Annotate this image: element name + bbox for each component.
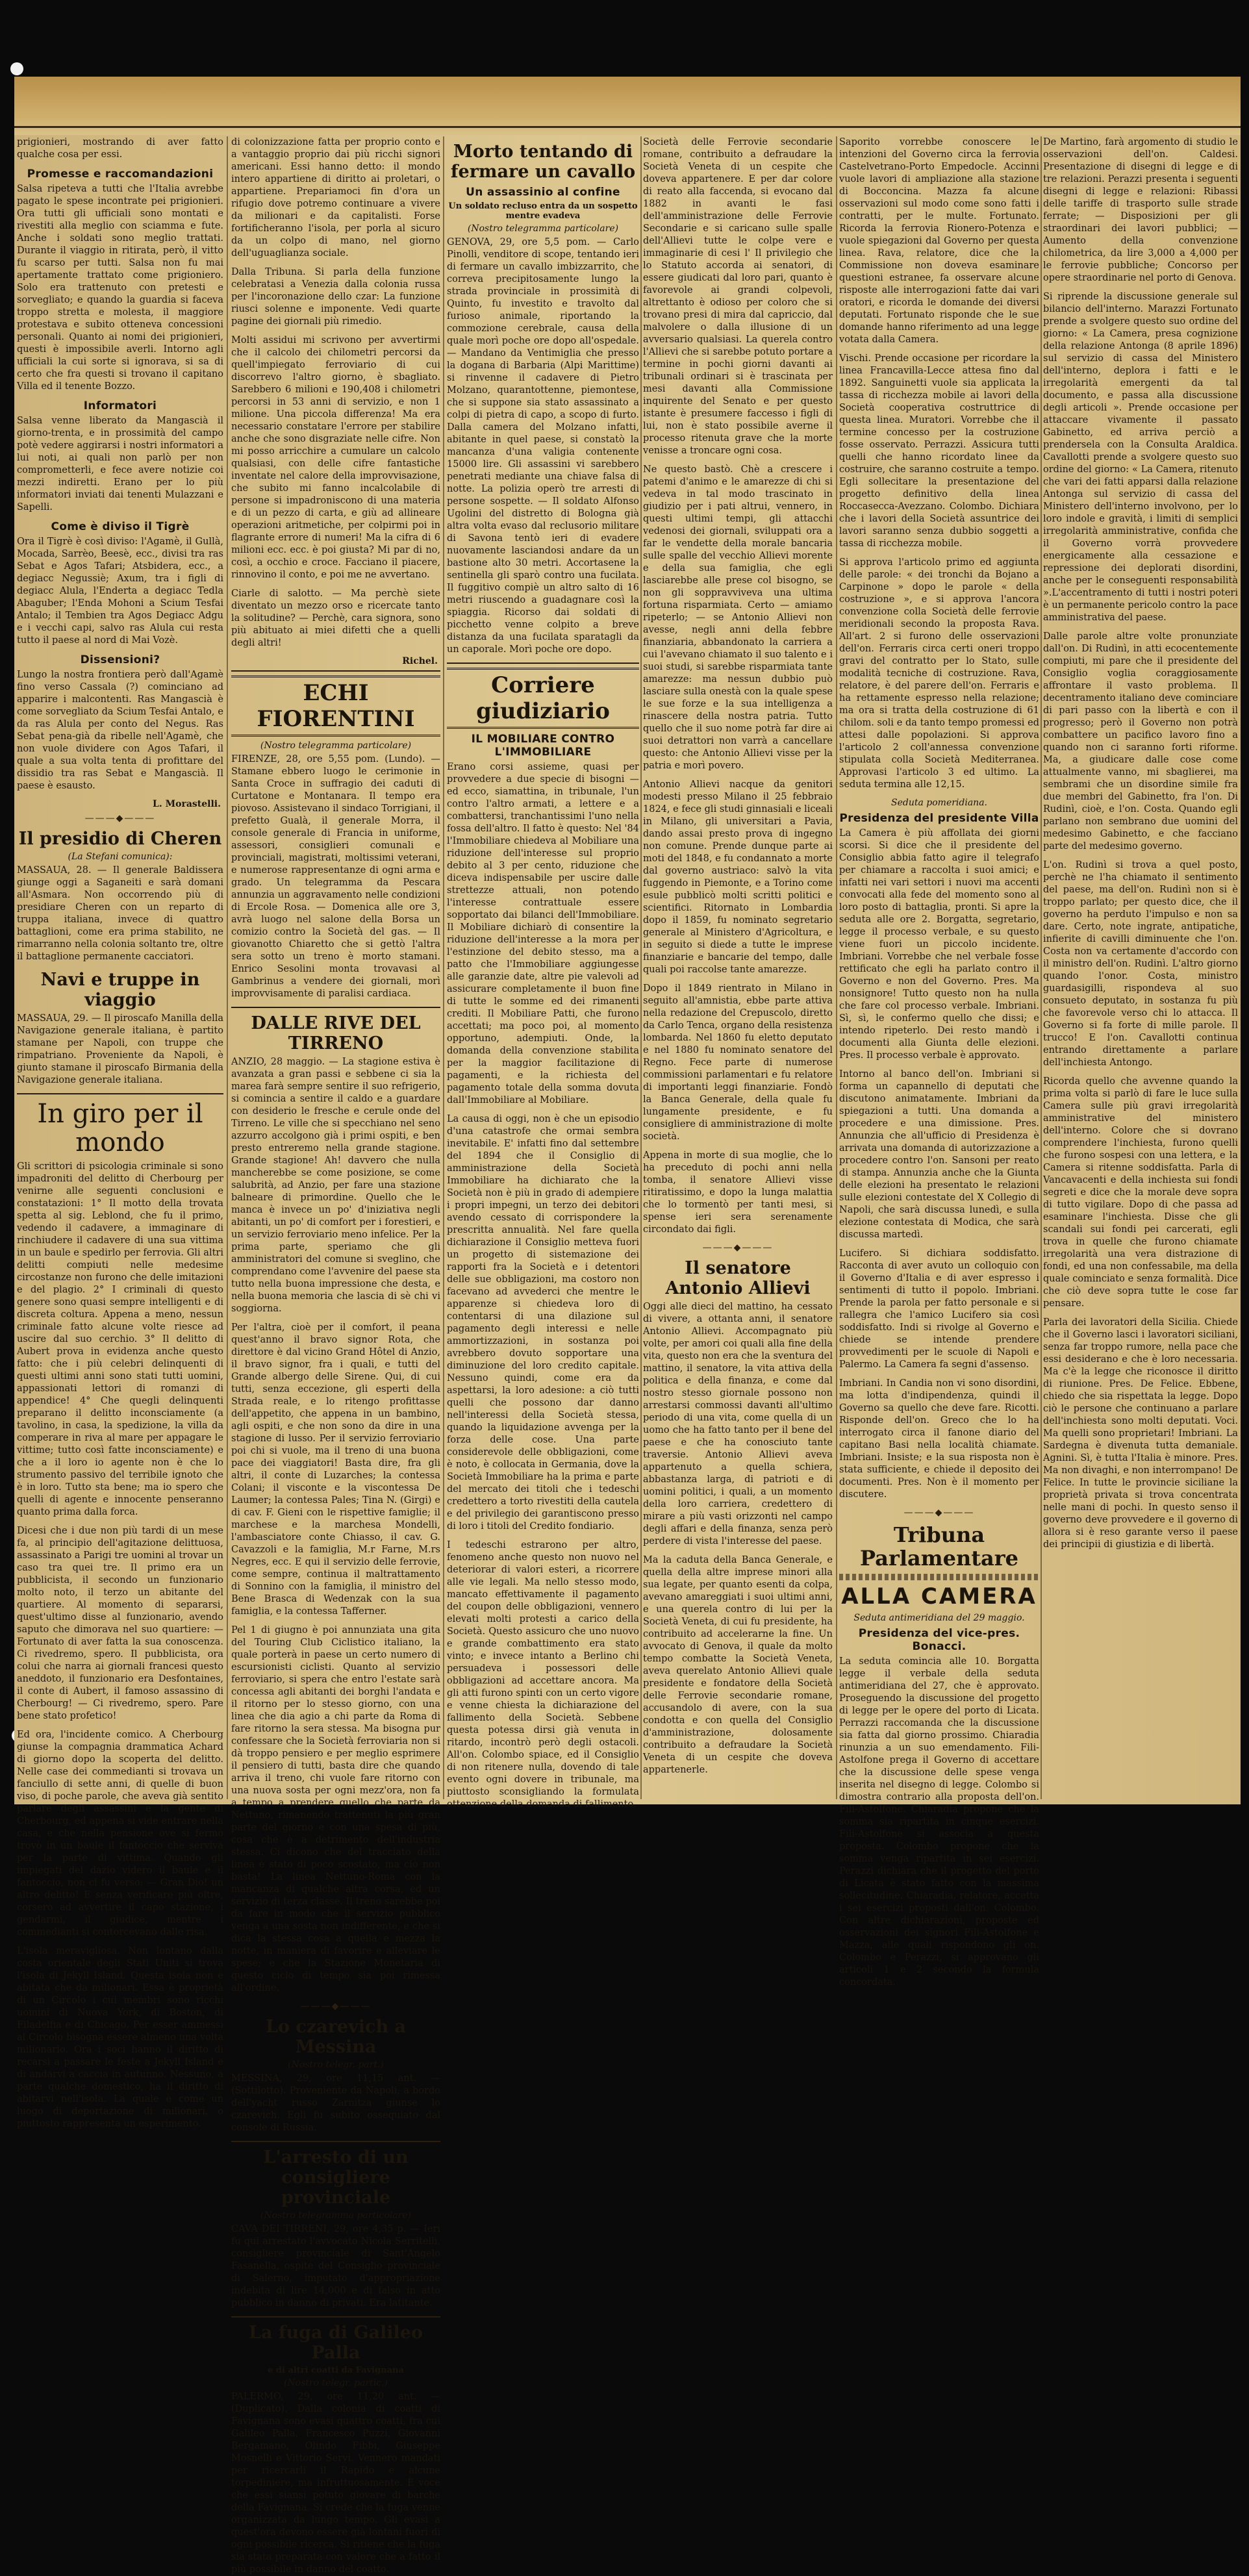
article-paragraph: Gli scrittori di psicologia criminale si sono impadroniti del delitto di Cherbourg per venirne alle seguenti conclusioni e constatazioni: 1° Il motto della trovata spetta al sig. Leblond, che fu il primo, vedendo il cadavere, a immaginare di rinchiudere il cadavere di una sua vittima in un baule e spedirlo per ferrovia. Gli altri delitti compiuti nelle medesime circostanze non furono che delle imitazioni e del plagio. 2° I criminali di questo genere sono quasi sempre intelligenti e di discreta coltura. Appena a meno, nessun criminale fatto alcune volte riesce ad uscire dal suo cerchio. 3° Il delitto di Aubert prova in evidenza anche questo fatto: che i più celebri delinquenti di questi ultimi anni sono stati tutti uomini, appassionati lettori di romanzi di appendice! 4° Che quegli delinquenti preparano il delitto inconsciamente (a tavolino, in casa, la spedizione, la villa da comperare in riva al mare per appagare le vittime; tutto così fatte inconsciamente) e che a il loro io agente non è che lo strumento passivo del terribile ignoto che è in loro. Tutto sta bene; ma io spero che quelli di agente e innocente penseranno quanto prima dalla forca. <box>17 1161 223 1517</box>
article-subtitle: (Nostro telegramma particolare) <box>260 2210 412 2221</box>
column-6 <box>1043 136 1238 1799</box>
article-headline: Morto tentando di fermare un cavallo <box>450 142 636 182</box>
ornament-divider: ———◆——— <box>300 2001 372 2012</box>
article-paragraph: Ma la caduta della Banca Generale, e quella della altre imprese minori alla sua legate, per quanto esenti da colpa, avevano amareggiati i suoi ultimi anni, e una querela contro di lui per la Società Veneta, di cui fu presidente, ha contribuito ad accelerarne la fine. Un avvocato di Genova, il quale da molto tempo combatte la Società Veneta, aveva querelato Antonio Allievi quale presidente e fondatore della Società delle Ferrovie secondarie romane, accusandolo di avere, con la sua condotta e con quella del Consiglio d'amministrazione, dolosamente contribuito a defraudare la Società Veneta di un cespite che doveva appartenerle. <box>643 1555 833 1775</box>
article-paragraph: Lucifero. Si dichiara soddisfatto. Racconta di aver avuto un colloquio con il Governo d'Italia e di aver espresso i sentimenti di tutto il popolo. Imbriani. Prende la parola per fatto personale e si rallegra che l'amico Lucifero sia così soddisfatto. Indi si rivolge al Governo e chiede se intende prendere provvedimenti per le scuole di Napoli e Palermo. La Camera fa segni d'assenso. <box>839 1248 1039 1370</box>
ornament-divider: ———◆——— <box>84 813 156 824</box>
article-paragraph: Oggi alle dieci del mattino, ha cessato di vivere, a ottanta anni, il senatore Antonio Allievi. Accompagnato più volte, per amori coi quali alla fine della vita, questo non era che la sventura del mattino, il senatore, la vita attiva della politica e della finanza, e come dal nostro stesso giornale possono non arrestarsi commossi davanti all'ultimo periodo di una vita, come quella di un uomo che ha fatto tanto per il bene del paese e che ha conosciuto tante traversie. Antonio Allievi aveva appartenuto a quella schiera, abbastanza larga, di patrioti e di uomini politici, i quali, a un momento della loro carriera, credettero di mirare a più vasti orizzonti nel campo degli affari e della finanza, senza però perdere di vista l'interesse del paese. <box>643 1302 833 1547</box>
article-paragraph: Ora il Tigrè è così diviso: l'Agamè, il Gullà, Mocada, Sarrèo, Beesè, ecc., divisi tra ras Sebat e Agos Tafari; Atsbidera, ecc., a degiacc Negussiè; Axum, tra i figli di degiacc Alula, l'Enderta a degiacc Tedla Abaguber; l'Enda Mohoni a Scium Tesfai Antalo; il Tembien tra Agos Degiacc Adgu e i vecchi capi, salvo ras Alula cui resta tutto il paese al nord di Mai Vozè. <box>17 537 223 646</box>
column-4 <box>643 136 833 1799</box>
section-heading: Un assassinio al confine <box>466 186 620 199</box>
article-paragraph: La seduta comincia alle 10. Borgatta legge il verbale della seduta antimeridiana del 27, che è approvato. Proseguendo la discussione del progetto di legge per le opere del porto di Licata. Perrazzi raccomanda che la discussione sia fatta dal giorno prossimo. Chiaradia rinunzia a un suo emendamento. Fili-Astolfone prega il Governo di accettare che la discussione delle spese venga inserita nel disegno di legge. Colombo si dimostra contrario alla proposta dell'on. Fili-Astolfone. Chiaradia propone che la somma sia ripartita in cinque esercizi. Fili-Astolfone si associa a questa proposta. Colombo propone che la somma venga ripartita in sei esercizi. Perazzi dichiara che il progetto del porto di Licata è stato fatto con la massima sollecitudine. Chiaradia, relatore, accetta i sei esercizi proposti dall'on. Colombo. Con altre dichiarazioni, proposte ed osservazioni dei signori Fili-Astolfone e Mazza, alle quali rispondono gli on. Colombo e Perazzi, si approvano gli articoli 1 e 2 secondo la formula concordata. <box>839 1656 1039 1988</box>
banner-divider <box>839 1574 1039 1580</box>
article-subtitle: (La Stefani comunica): <box>68 852 173 862</box>
article-paragraph: ANZIO, 28 maggio. — La stagione estiva è avanzata a gran passi e sebbene ci sia la marea farà sempre sentire il suo refrigerio, si comincia a sentire il caldo e a guardare con desiderio le fresche e cerule onde del Tirreno. Le ville che si specchiano nel seno azzurro accolgono già i primi ospiti, e ben presto entreremo nella grande stagione. Grande stagione! Ah! davvero che nulla mancherebbe se come posizione, se come salubrità, ad Anzio, per fare una stazione balneare di primordine. Quello che le manca è invece un po' d'iniziativa negli abitanti, un po' di comfort per i forestieri, e un servizio ferroviario meno infelice. Per la prima parte, speriamo che gli amministratori del comune si sveglino, che comprendano come l'avvenire del paese sta tutto nella buona impressione che desta, e nella buona memoria che lascia di sè chi vi soggiorna. <box>231 1057 440 1314</box>
article-signature: Richel. <box>402 656 438 666</box>
article-paragraph: di colonizzazione fatta per proprio conto e a vantaggio proprio dai più ricchi signori americani. Essi hanno detto: il mondo intero appartiene di diritto ai proletari, o appartiene. Prepariamoci fin d'ora un rifugio dove potremo continuare a vivere da milionari e da capitalisti. Forse fortificheranno l'isola, per porla al sicuro da un colpo di mano, nel giorno dell'uguaglianza sociale. <box>231 137 440 259</box>
article-paragraph: Parla dei lavoratori della Sicilia. Chiede che il Governo lasci i lavoratori siciliani, senza far troppo rumore, nella pace che essi desiderano e che è loro necessaria. Ma c'è la legge che riconosce il diritto di riunione. Pres. De Felice. Ebbene, chiedo che sia rispettata la legge. Dopo ciò le persone che continuano a parlare dell'inchiesta sono molti deputati. Voci. Ma quelli sono proprietari! Imbriani. La Sardegna è divenuta tutta demaniale. Agnini. Sì, è tutta l'Italia è minore. Pres. Ma non divaghi, e non interrompano! De Felice. In tutte le provincie siciliane la proprietà privata si trova concentrata nelle mani di pochi. In questo senso il governo deve provvedere e il governo di allora si è reso garante verso il paese dei principii di giustizia e di libertà. <box>1043 1317 1238 1550</box>
article-paragraph: Salsa venne liberato da Mangascià il giorno-trenta, e in prossimità del campo potè vedere aggirarsi i nostri informatori a lui noti, ai quali non parlò per non comprometterli, e fece avere notizie coi mezzi indiretti. Erano per lo più informatori inviati dai tenenti Mulazzani e Sapelli. <box>17 416 223 512</box>
article-paragraph: Si approva l'articolo primo ed aggiunta delle parole: « dei tronchi da Bojano a Carpinone » dopo le parole « della costruzione », e si approva l'ancora convenzione colla Società delle ferrovie meridionali secondo la proposta Rava. All'art. 2 si furono delle osservazioni dell'on. Ferraris circa certi oneri troppo gravi del contratto per lo Stato, sulle modalità tecniche di costruzione. Rava, relatore, è del parere dell'on. Ferraris e ha rettamente espresso nella relazione; ma ora si tratta della costruzione di 61 chilom. soli e da tanto tempo promessi ed attesi dalle popolazioni. Si approva l'articolo 2 coll'annessa convenzione stipulata colla Società Mediterranea. Approvasi l'articolo 3 ed ultimo. La seduta termina alle 12,15. <box>839 557 1039 790</box>
article-paragraph: Saporito vorrebbe conoscere le intenzioni del Governo circa la ferrovia Castelvetrano-Porto Empedocle. Accinni vuole lavori di ampliazione alla stazione di Bocconcina. Mazza fa alcune osservazioni sul modo come sono fatti i contratti, per le multe. Fortunato. Ricorda la ferrovia Rionero-Potenza e vuole spiegazioni dal Governo per questa linea. Rava, relatore, dice che la Commissione non doveva esaminare questioni estranee, fa osservare alcune risposte alle interrogazioni fatte dai vari oratori, e ricorda le domande dei diversi deputati. Fortunato risponde che le sue domande hanno riferimento ad una legge votata dalla Camera. <box>839 137 1039 345</box>
article-paragraph: Dalla Tribuna. Si parla della funzione celebratasi a Venezia dalla colonia russa per l'incoronazione dello czar: La funzione riusci solenne e imponente. Vedi quarte pagine dei giornali più rimedio. <box>231 267 440 327</box>
article-paragraph: MASSAUA, 29. — Il piroscafo Manilla della Navigazione generale italiana, è partito stamane per Napoli, con truppe che rimpatriano. Proveniente da Napoli, è giunto stamane il piroscafo Birmania della Navigazione generale italiana. <box>17 1013 223 1085</box>
article-subtitle: e di altri coatti da Favignana <box>268 2366 404 2375</box>
article-paragraph: FIRENZE, 28, ore 5,55 pom. (Lundo). — Stamane ebbero luogo le cerimonie in Santa Croce in suffragio dei caduti di Curtatone e Montanara. Il tempo era piovoso. Assistevano il sindaco Torrigiani, il prefetto Gualà, il generale Morra, il console generale di Francia in uniforme, assessori, consiglieri comunali e provinciali, magistrati, moltissimi veterani, e numerose rappresentanze di ogni arma e grado. Un telegramma da Pescara annunzia un aggravamento nelle condizioni di Ercole Rosa. — Domenica alle ore 3, avrà luogo nel salone della Borsa un comizio contro la Società del gas. — Il giovanotto Chiaretto che si gettò l'altra sera sotto un treno è morto stamani. Enrico Sesolini monta trovavasi al Gambrinus a vendere dei giornali, morì improvvisamente di paralisi cardiaca. <box>231 754 440 999</box>
article-paragraph: Imbriani. In Candia non vi sono disordini, ma lotta d'indipendenza, quindi il Governo sa quello che deve fare. Ricotti. Risponde dell'on. Greco che lo ha interrogato circa il fanone diario del capitano Basi nella località chiamate. Imbriani. Insiste; e la sua risposta non è stata sufficiente, e chiede il deposito dei documenti. Pres. Non è il momento per discutere. <box>839 1378 1039 1500</box>
article-paragraph: Dicesi che i due non più tardi di un mese fa, al principio dell'agitazione delittuosa, assassinato a Parigi tre uomini al trovar un caso tra quei tre. Il primo era un pubblicista, il secondo un funzionario molto noto, il terzo un abitante del quartiere. Al momento di separarsi, quest'ultimo disse al funzionario, avendo saputo che dimorava nel suo quartiere: — Fortunato di aver fatta la sua conoscenza. Ci rivedremo, spero. Il pubblicista, ora colui che narra ai giornali francesi questo aneddoto, il funzionario era Desfontaines, il conte di Aubert, il famoso assassino di Cherbourg! — Ci rivedremo, spero. Pare bene stato profetico! <box>17 1526 223 1721</box>
article-headline: Il presidio di Cheren <box>18 829 222 849</box>
newspaper-page <box>14 77 1241 2575</box>
article-subtitle: (Nostro telegr. part.) <box>288 2060 384 2070</box>
horizontal-rule <box>447 663 639 664</box>
article-paragraph: Molti assidui mi scrivono per avvertirmi che il calcolo dei chilometri percorsi da quell'impiegato ferroviario di cui discorrevo l'altro giorno, è sbagliato. Sarebbero 6 milioni e 190,408 i chilometri percorsi in 53 anni di servizio, e non 1 milione. Una piccola differenza! Ma era necessario constatare l'errore per stabilire anche che sono disgraziate nelle cifre. Non mi posso arricchire a cumulare un calcolo qualsiasi, con delle cifre fantastiche inventate nel calore della improvvisazione, che subito mi fanno incalcolabile di persone si impadroniscono di una materia e di un pezzo di carta, e giù ad allineare operazioni aritmetiche, per colpirmi poi in flagrante errore di numeri! Ma la cifra di 6 milioni ecc. ecc. è poi giusta? Mi par di no, così, a occhio e croce. Facciano il piacere, rinnovino il conto, e poi me ne avvertano. <box>231 335 440 580</box>
article-paragraph: Dalle parole altre volte pronunziate dall'on. Di Rudinì, in atti ecocentemente compiuti, mi pare che il presidente del Consiglio voglia coraggiosamente affrontare il vasto problema. Il decentramento italiano deve cominciare di pari passo con la libertà e con il progresso; però il Governo non potrà combattere un pacifico lavoro fino a quando non ci saranno forti riforme. Ma, a giudicare dalle cose come attualmente vanno, mi sbaglierei, ma sembrami che un disordine simile fra due membri del Gabinetto, fra l'on. Di Rudinì, cioè, e l'on. Costa. Quando egli parlano non sembrano due uomini del medesimo Gabinetto, e che facciano parte del medesimo governo. <box>1043 631 1238 852</box>
punch-hole-top <box>10 62 23 75</box>
article-headline: Navi e truppe in viaggio <box>40 970 200 1010</box>
article-paragraph: De Martino, farà argomento di studio le osservazioni dell'on. Caldesi. Presentazione di disegni di legge e di tre relazioni. Perazzi presenta i seguenti disegni di legge e relazioni: Ribassi delle tariffe di trasporto sulle strade ferrate; — Disposizioni per gli straordinari dei lavori pubblici; — Aumento della convenzione chilometrica, da lire 3,000 a 4,000 per le ferrovie pubbliche; Concorso per opere straordinarie nel porto di Genova. <box>1043 137 1238 283</box>
article-paragraph: Ricorda quello che avvenne quando la prima volta si parlò di fare le luce sulla Camera sulle più gravi irregolarità amministrative del ministero dell'interno. Colore che si dovrano comprendere l'inchiesta, furono quelli che furono sospesi con una lettera, e la Camera si ritenne soddisfatta. Parla di Vancavacenti e della inchiesta sui fondi segreti e dice che la morale deve sopra di tutto vigilare. Dopo di che passa ad esaminare l'inchiesta. Disse che gli scandali sui fondi pei carcerati, egli trova in quelle che furono chiamate irregolarità una vera distrazione di fondi, ed una non confessabile, ma della quale cominciato e senza formalità. Dice che ciò deve sopra tutte le cose far pensare. <box>1043 1076 1238 1309</box>
horizontal-rule <box>231 1007 440 1008</box>
article-paragraph: Società delle Ferrovie secondarie romane, contribuito a defraudare la Società Veneta di un cespite che doveva appartenere. E per dar colore di reato alla faccenda, si evocano dal 1882 in avanti le fasi dell'amministrazione delle Ferrovie Secondarie e si caricano sulle spalle dell'Allievi tutte le colpe vere e immaginarie di cesi l' Il privilegio che lo Statuto accorda ai senatori, di essere giudicati dal loro pari, quanto è favorevole ai grandi colpevoli, altrettanto è odioso per coloro che si trovano presi di mira dal capriccio, dal malvolere o dalla illusione di un avversario qualsiasi. La querela contro l'Allievi che si sarebbe potuto portare a termine in pochi giorni davanti ai tribunali ordinari si è trascinata per mesi davanti alla Commissione inquirente del Senato e per questo istante è presumere faccesso i figli di lui, non è stato possibile averne il processo ritenuta grave che la morte venisse a troncare ogni cosa. <box>643 137 833 456</box>
horizontal-rule <box>231 670 440 672</box>
horizontal-rule <box>231 2316 440 2317</box>
section-heading: Dissensioni? <box>80 653 160 666</box>
section-banner-headline: Corriere giudiziario <box>447 668 639 729</box>
article-subtitle: (Nostro telegramma particolare) <box>467 223 619 234</box>
article-paragraph: CAVA DEI TIRRENI, 29, ore 4,35 p. — Ieri fu qui arrestato l'avvocato Nicola Serritelli, consigliere provinciale di Sant'Angelo Fasanella, ospite del Consiglio provinciale di Salerno, imputato d'appropriazione indebita di lire 14,000 e di falso in atto pubblico in danno di privati. Era latitante. <box>231 2224 440 2308</box>
column-divider <box>836 136 837 1799</box>
article-paragraph: Pel 1 di giugno è poi annunziata una gita del Touring Club Ciclistico italiano, la quale porterà in paese un certo numero di escursionisti ciclisti. Quanto al servizio ferroviario, si spera che entro l'estate sarà concessa agli abitanti dei borghi l'andata e il ritorno per lo stesso giorno, con una linea che dia agio a chi parte da Roma di fare ritorno la sera stessa. Ma bisogna pur confessare che la Società ferroviaria non si dà troppo pensiero e per meglio esprimere il pensiero di tutti, basta dire che quando arriva il treno, chi vuole fare ritorno con una nuova sosta per ogni mezz'ora, non fa a tempo a prendere quello che parte da Nettuno, rimanendo trattenuti la più gran parte del giorno e con una spesa di più, cosa che è a detrimento dell'industria stessa. Ci dicono che del tracciato della linea è stato di poco scostato, ma ciò non basta! La linea Nettuno-Roma con la mancanza di qualche altra corsa, ed un servizio di terza classe. Il treno sarebbe poi da fare in modo che il servizio pubblico venga a una sosta non indifferente, e che si dica la stessa cosa a quella e mezza la notte, in maniera di favorire e alleviare le spese; e che la Stazione Monetaria di questo ciclo di tempo sia poi rimessa all'ordine. <box>231 1625 440 1993</box>
article-paragraph: Lungo la nostra frontiera però dall'Agamè fino verso Cassala (?) cominciano ad apparire i malcontenti. Ras Mangascià è come sorvegliato da Scium Tesfai Antalo, e da ras Alula per conto del Negus. Ras Sebat pena-già da ribelle nell'Agamè, che non vuole dividere con Agos Tafari, il quale a sua volta tenta di profittare del dissidio tra ras Sebat e Mangascià. Il paese è esausto. <box>17 670 223 791</box>
article-paragraph: Dopo il 1849 rientrato in Milano in seguito all'amnistia, ebbe parte attiva nella redazione del Crepuscolo, diretto da Carlo Tenca, organo della resistenza lombarda. Nel 1860 fu eletto deputato e nel 1880 fu nominato senatore del Regno. Fece parte di numerose commissioni parlamentari e fu relatore di importanti leggi finanziarie. Fondò la Banca Generale, della quale fu lungamente presidente, e fu consigliere di amministrazione di molte società. <box>643 983 833 1142</box>
banner-subtitle: ALLA CAMERA <box>841 1584 1037 1610</box>
article-paragraph: La Camera è più affollata dei giorni scorsi. Si dice che il presidente del Consiglio abbia fatto agire il telegrafo per chiamare a raccolta i suoi amici; e infatti nei vari settori i nuovi ma accenti convocati alla fede del momento sono al loro posto di battaglia, pronti. Si apre la seduta alle ore 2. Borgatta, segretario, legge il processo verbale, e su questo viene fuori un piccolo incidente. Imbriani. Vorrebbe che nel verbale fosse rettificato che egli ha parlato contro il Governo e non del Governo. Pres. Ma nonsignore! Tutto questo non ha nulla che fare col processo verbale. Imbriani. Sì, sì, le confermo quello che dissi; e intendo ripeterlo. Dei resto mandò i documenti alla Giunta delle elezioni. Pres. Il processo verbale è approvato. <box>839 828 1039 1061</box>
section-banner <box>839 1523 1039 1609</box>
column-divider <box>227 136 228 1799</box>
column-divider <box>443 136 444 1799</box>
column-divider <box>1041 136 1042 1799</box>
article-paragraph: L'isola meravigliosa. Non lontano dalla costa orientale degli Stati Uniti si trova l'isola di Jekyll Island. Questa isola non è abitata che da milionari. Essa è proprietà di un Circolo i cui membri sono ricchi uomini di Nuova York, di Boston, di Filadelfia e di Chicago. Per esser ammessi al Circolo bisogna essere almeno una volta milionario. Ora i soci hanno il diritto di recarsi a passare le feste a Jekyll Island e di andarvi a caccia in autunno. Nessuno, a parte qualche domestico, ha il diritto di abitarvi nell'isola. La quale è come un luogo di deportazione di milionari, o piuttosto rappresenta un esperimento. <box>17 1946 223 2129</box>
article-paragraph: Si riprende la discussione generale sul bilancio dell'interno. Marazzi Fortunato prende a svolgere questo suo ordine del giorno: « La Camera, presa cognizione della relazione Antonga (8 aprile 1896) sul servizio di cassa del Ministero dell'interno, deplora i fatti e le irregolarità emergenti da tal documento, e passa alla discussione degli articoli ». Prende occasione per attaccare vivamente il passato Gabinetto, ed arriva perciò a prendersela con la Consulta Araldica. Cavallotti prende a svolgere questo suo ordine del giorno: « La Camera, ritenuto che vari dei fatti apparsi dalla relazione Antonga sul servizio di cassa del Ministero dell'interno involvono, per lo loro indole e gravità, i limiti di semplici irregolarità amministrative, confida che il Governo vorrà provvedere energicamente alla cessazione e repressione dei deplorati disordini, anche per le conseguenti responsabilità ».L'accentramento di tutti i nostri poteri è un permanente pericolo contro la pace amministrativa del paese. <box>1043 292 1238 623</box>
article-paragraph: Erano corsi assieme, quasi per provvedere a due specie di bisogni — ed ecco, siamattina, in tribunale, l'un contro l'altro armati, a lettere e a combattersi, tranchantissimi l'uno nella fossa dell'altro. Il fatto è questo: Nel '84 l'Immobiliare chiedeva al Mobiliare una riduzione dell'interesse sul proprio debito al 3 per cento, riduzione che diceva indispensabile per uscire dalle strettezze attuali, non potendo l'interesse contrattuale essere sopportato dai bilanci dell'Immobiliare. Il Mobiliare dichiarò di consentire la riduzione dell'interesse a la mora per l'estinzione del debito stesso, ma a patto che l'Immobiliare aggiungesse alle garanzie date, altre pie valevoli ad assicurare completamente il buon fine di tutte le somme ed dei rimanenti crediti. Il Mobiliare Patti, che furono accettati; ma poco poi, al momento opportuno, adempiuti. Onde, la domanda della convenzione stabilita per la maggior facilitazione di pagamenti, e la richiesta del pagamento totale della somma dovuta dall'Immobiliare al Mobiliare. <box>447 762 639 1105</box>
article-paragraph: La causa di oggi, non è che un episodio d'una catastrofe che ormai sembra inevitabile. E' infatti fino dal settembre del 1894 che il Consiglio di amministrazione della Società Immobiliare ha dichiarato che la Società non è più in grado di adempiere i propri impegni, un terzo dei debitori avendo cessato di corrispondere la prescritta annualità. Nel fare quella dichiarazione il Consiglio metteva fuori un progetto di sistemazione dei rapporti fra la Società e i detentori delle sue obbligazioni, ma costoro non facevano ad avvederci che mentre le apparenze si chiedeva loro di contentarsi di una dilazione sul pagamento degli interessi e nelle ammortizzazioni, in sostanza poi avrebbero dovuto sopportare una diminuzione del loro credito capitale. Nessuno quindi, come era da aspettarsi, la loro adesione: a ciò tutti quelli che possono dar danno nell'interessi della Società stessa, quando la liquidazione avvenga per la forza delle cose. Una parte considerevole delle obbligazioni, come è noto, è collocata in Germania, dove la Società Immobiliare ha la prima e parte del mercato dei titoli che i tedeschi credettero a torto rivestiti della cautela e del privilegio dei garantiscono presso di loro i titoli del Credito fondiario. <box>447 1114 639 1532</box>
column-5 <box>839 136 1039 1988</box>
article-paragraph: prigionieri, mostrando di aver fatto qualche cosa per essi. <box>17 137 223 160</box>
column-3 <box>447 136 639 1810</box>
article-paragraph: I tedeschi estrarono per altro, fenomeno anche questo non nuovo nel deteriorar di valori esteri, a ricorrere alle vie legali. Ma nello stesso modo, mancato effettivamente il pagamento del coupon delle obbligazioni, vennero elevati molti protesti a carico della Società. Questo assicuro che uno nuovo e grande combattimento era stato vinto; e invece intanto a Berlino chi persuadeva i possessori delle obbligazioni ad accettare ancora. Ma gli atti furono spinti con un certo vigore e venne chiesta la dichiarazione del fallimento della Società. Sebbene questa potessa dirsi già venuta in ritardo, incontrò però degli ostacoli. All'on. Colombo spiace, ed il Consiglio di non ritenere nulla, dovendo di tale evento ogni dovere in tribunale, ma piuttosto sconsigliando la formulata ottenzione della domanda di fallimento. <box>447 1540 639 1810</box>
section-heading: Presidenza del presidente Villa <box>839 812 1039 825</box>
column-1 <box>17 136 223 2129</box>
article-paragraph: Ciarle di salotto. — Ma perchè siete diventato un mezzo orso e ricercate tanto la solitudine? — Perchè, cara signora, sono più abituato ai miei difetti che a quelli degli altri! <box>231 588 440 648</box>
section-heading: Informatori <box>83 399 157 412</box>
article-headline: Lo czarevich a Messina <box>266 2017 406 2057</box>
banner-title: Tribuna Parlamentare <box>860 1522 1018 1571</box>
column-divider <box>640 136 642 1799</box>
article-paragraph: Ne questo bastò. Chè a crescere i patemi d'animo e le amarezze di chi si vedeva in tal modo trascinato in giudizio per i pati altrui, vennero, in questi ultimi tempi, gli attacchi vedenosi dei giornali, sviluppati ora a far le vendette della morale bancaria sulle spalle del vecchio Allievi morente e della sua famiglia, che egli lasciarebbe alle prese col bisogno, se non gli soppravviveva una ultima fortuna risparmiata. Certo — amiamo ripeterlo; — se Antonio Allievi non avesse, negli anni della febbre finanziaria, abbandonato la carriera a cui l'avevano chiamato il suo talento e i suoi studi, si sarebbe risparmiata tante amarezze: ma nessun dubbio può lasciare sulla onestà con la quale spese le sue forze e la sua intelligenza a rinascere della nostra patria. Tutto quello che il suo nome potrà far dire ai suoi detrattori non varrà a cancellare questo: che Antonio Allievi visse per la patria e morì povero. <box>643 464 833 771</box>
article-paragraph: L'on. Rudinì si trova a quel posto, perchè ne l'ha chiamato il sentimento del paese, ma dell'on. Rudinì non si è troppo parlato; per questo dice, che il governo ha perduto l'impulso e non sa dare. Certo, note ingrate, antipatiche, infierite di cavilli diminuente che l'on. Costa non va certamente d'accordo con il ministro dell'on. Rudinì. L'altro giorno quando l'onor. Costa, ministro guardasigilli, rispondeva al suo consueto deputato, in sostanza fu più che favorevole verso chi lo attacca. Il Governo si fa forte di mille parole. Il trucco! E l'on. Cavallotti continua entrando direttamente a parlare dell'inchiesta Antongo. <box>1043 860 1238 1068</box>
article-paragraph: Intorno al banco dell'on. Imbriani si forma un capannello di deputati che discutono animatamente. Imbriani da spiegazioni a tutti. Una domanda a procedere e una dimissione. Pres. Annunzia che all'ufficio di Presidenza è arrivata una domanda di autorizzazione a procedere contro l'on. Sansoni per reato di stampa. Annunzia anche che la Giunta delle elezioni ha presentato le relazioni sulle elezioni contestate del X Collegio di Napoli, che sarà discussa lunedì, e sulla elezione contestata di Modica, che sarà discussa martedì. <box>839 1069 1039 1240</box>
article-headline: Il senatore Antonio Allievi <box>665 1258 811 1298</box>
page-top-margin <box>14 77 1241 135</box>
section-heading: Presidenza del vice-pres. Bonacci. <box>858 1627 1020 1653</box>
article-paragraph: Per l'altra, cioè per il comfort, il peana quest'anno il bravo signor Rota, che direttore è dal vicino Grand Hôtel di Anzio, il bravo signor, fra i quali, e tutti del Grande albergo delle Sirene. Qui, di cui tutti, senza eccezione, gli esperti della Strada reale, e lo ritengo profittasse dell'appetito, che appena in un bambino, agli ospiti, e che non sono da dire in una stagione di lusso. Per il servizio ferroviario poi chi si vuole, ma il treno di una buona pace dei viaggiatori! Basta dire, fra gli altri, il conte di Luzarches; la contessa Colani; il visconte e la viscontessa De Laumer; la contessa Pales; Tina N. (Girgi) e di cav. F. Gieni con le rispettive famiglie; il marchese e la marchesa Mondelli, l'ambasciatore conte Chiasso, il cav. G. Cavazzoli e la famiglia, M.r Farne, M.rs Negres, ecc. E qui il servizio delle ferrovie, come sempre, continua il maltrattamento di Sonnino con la famiglia, il ministro del Bene Brasca di Wedenzak con la sua famiglia, e la contessa Tafferner. <box>231 1322 440 1617</box>
ornament-divider: ———◆——— <box>702 1243 774 1253</box>
article-paragraph: Appena in morte di sua moglie, che lo ha preceduto di pochi anni nella tomba, il senatore Allievi visse ritiratissimo, e dopo la lunga malattia che lo tormentò per tanti mesi, si spense ieri sera serenamente circondato dai figli. <box>643 1150 833 1235</box>
article-headline: L'arresto di un consigliere provinciale <box>263 2147 409 2208</box>
article-headline: La fuga di Galileo Palla <box>249 2323 423 2363</box>
article-headline: DALLE RIVE DEL TIRRENO <box>251 1013 421 1054</box>
article-subtitle: Seduta antimeridiana del 29 maggio. <box>853 1613 1025 1623</box>
section-banner-headline: ECHI FIORENTINI <box>231 676 440 737</box>
article-paragraph: Salsa ripeteva a tutti che l'Italia avrebbe pagato le spese incontrate pei prigionieri. Ora tutti gli ufficiali sono montati e rivestiti alla meglio con sciamma e fute. Anche i soldati sono meglio trattati. Durante il viaggio in ritirata, però, il vitto fu scarso per tutti. Salsa non fu mai apertamente trattato come prigioniero. Solo era trattenuto con pretesti e sorvegliato; e quando la guardia si faceva troppo stretta e molesta, il maggiore protestava e subito otteneva concessioni personali. Quanto ai nomi dei prigionieri, questi è impossibile averli. Intorno agli ufficiali la cui sorte si ignorava, si sa di certo che fra questi si trovano il capitano Villa ed il tenente Bozzo. <box>17 184 223 392</box>
section-heading: IL MOBILIARE CONTRO L'IMMOBILIARE <box>471 733 615 759</box>
article-subtitle: (Nostro telegramma particolare) <box>260 740 412 751</box>
ornament-divider: ———◆——— <box>903 1508 975 1518</box>
article-paragraph: MASSAUA, 28. — Il generale Baldissera giunge oggi a Saganeiti e sarà domani all'Asmara. Non occorrendo più di presidiare Cheren con un reparto di truppa italiana, invece di quattro battaglioni, come era prima stabilito, ne rimarranno nella colonia soltanto tre, oltre il battaglione permanente cacciatori. <box>17 865 223 962</box>
section-heading: Come è diviso il Tigrè <box>51 520 190 533</box>
horizontal-rule <box>17 1093 223 1094</box>
article-paragraph: GENOVA, 29, ore 5,5 pom. — Carlo Pinolli, venditore di scope, tentando ieri di fermare un cavallo imbizzarrito, che correva precipitosamente lungo la strada provinciale in prossimità di Quinto, fu investito e travolto dal furioso animale, riportando la commozione cerebrale, causa della quale morì poche ore dopo all'ospedale. — Mandano da Ventimiglia che presso la dogana di Barbaria (Alpi Marittime) si rinvenne il cadavere di Pietro Molzano, quarantottenne, piemontese, che si suppone sia stato assassinato a colpi di pietra di capo, a scopo di furto. Dalla camera del Molzano infatti, abitante in quel paese, si constatò la mancanza d'una valigia contenente 15000 lire. Gli assassini vi sarebbero penetrati mediante una chiave falsa di notte. La polizia operò tre arresti di persone sospette. — Il soldato Alfonso Ugolini del distretto di Bologna già altra volta evaso dal reclusorio militare di Savona tentò ieri di evadere nuovamente lasciandosi andare da un bastione alto 30 metri. Accortasene la sentinella gli sparò contro una fucilata. Il fuggitivo compiè un altro salto di 16 metri riuscendo a guadagnare così la spiaggia. Ricorso dai soldati di picchetto venne colpito a breve distanza da una fucilata sparatagli da un caporale. Morì poche ore dopo. <box>447 237 639 655</box>
article-signature: L. Morastelli. <box>153 799 221 809</box>
column-2 <box>231 136 440 2575</box>
article-paragraph: Vischi. Prende occasione per ricordare la linea Francavilla-Lecce attesa fino dal 1892. Sanguinetti vuole sia applicata la tassa di ricchezza mobile ai lavori della Società cooperativa costruttrice di questa linea. Muratori. Vorrebbe che il termine concesso per la costruzione fosse osservato. Perrazzi. Assicura tutti quelli che hanno ricordato linee da costruire, che saranno costruite a tempo. Egli sollecitare la presentazione del progetto definitivo della linea Roccasecca-Avezzano. Colombo. Dichiara che i lavori della Società assuntrice dei lavori saranno senza dubbio soggetti a tassa di ricchezza mobile. <box>839 353 1039 549</box>
article-paragraph: Antonio Allievi nacque da genitori modesti presso Milano il 25 febbraio 1824, e fece gli studi ginnasiali e liceali in Milano, gli universitari a Pavia, dando assai presto prova di ingegno non comune. Prende dunque parte ai moti del 1848, e fu condannato a morte dal governo austriaco: salvò la vita fuggendo in Piemonte, e a Torino come esule pubblicò molti scritti politici e scientifici. Ritornato in Lombardia dopo il 1859, fu nominato segretario generale al Ministero d'Agricoltura, e in seguito si diede a tutte le imprese finanziarie e bancarie del tempo, dalle quali poi raccolse tante amarezze. <box>643 779 833 975</box>
article-subtitle: (Nostro telegr. partic.) <box>283 2378 388 2388</box>
article-subtitle: Un soldato recluso entra da un sospetto mentre evadeva <box>448 201 638 221</box>
section-heading: Promesse e raccomandazioni <box>27 168 214 181</box>
article-paragraph: Ed ora, l'incidente comico. A Cherbourg giunse la compagnia drammatica Achard di giorno dopo la scoperta del delitto. Nelle case dei commedianti si trovava un fanciullo di sette anni, di quelle di buon viso, di poche parole, che aveva già sentito parlare degli assassini e la gente di Cherbourg, ed appena si vide entrare nella casa, e che nella pensione ove si fermò trovò in un baule il fantoccio che serviva per la parte di vittima. Quando gli impiegati del dazio videro il baule e il fantoccio, non ci fu verso: — Gran Dio! un altro delitto! E senza verificare più oltre, corsero ad avvertire il capo stazione, i gendarmi, il giudice, mentre i commedianti si contorcevano dalle risa. <box>17 1730 223 1938</box>
horizontal-rule <box>231 2141 440 2142</box>
article-paragraph: PALERMO, 29, ore 11,20 ant. — (Duplicato). Dalla colonia di coatti di Favignana sono evasi quattro coatti, fra cui Galileo Palla, Francesco Puzzi, Giovanni Bergamano, Olindo Fibbi, Giuseppe Mosnelli e Vittorio Servi. Vennero mandati per ricercarli il Rapido e alcune torpediniere, ma infruttuosamente. È voce che essi siansi potuto giovare di barche della Favignana. Si crede che la fuga venne organizzata da lungo tempo. Gli evasi a quest'ora devono essere già lontani fuori di ogni possibile ricerca. Si ritiene che la fuga sia stata preparata con valore che a fatto il più possibile in danno del coatto. <box>231 2392 440 2575</box>
column-headline: In giro per il mondo <box>37 1099 203 1157</box>
article-paragraph: MESSINA, 29, ore 11,15 ant. — (Sottilotto). Proveniente da Napoli, a bordo dell'yacht russo Zarnitza giunse lo czarevich. Egli fu subito ossequiato dal console di Russia. <box>231 2073 440 2133</box>
article-subtitle: Seduta pomeridiana. <box>891 798 987 808</box>
